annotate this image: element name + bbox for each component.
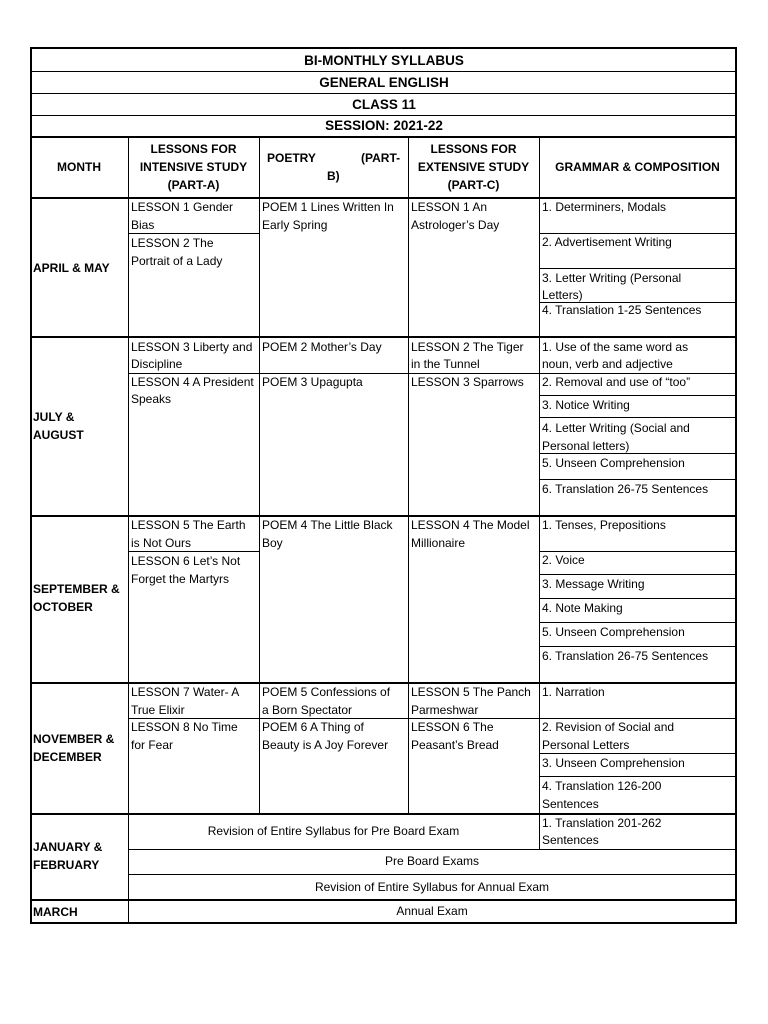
lesson-cell: LESSON 4 A President [131,375,254,389]
poem-cell: Boy [262,536,283,550]
month-march: MARCH [33,905,78,919]
row-line [128,849,737,850]
month-july-august: JULY & [33,410,75,424]
preboard-exams: Pre Board Exams [384,854,480,868]
grammar-item: 5. Unseen Comprehension [542,456,685,470]
month-november-december: NOVEMBER & [33,732,115,746]
month-july-august: AUGUST [33,428,84,442]
grammar-item: Sentences [542,833,599,847]
row-line [30,71,737,72]
col-header-intensive: LESSONS FOR [150,142,237,156]
extensive-cell: LESSON 4 The Model [411,518,530,532]
lesson-cell: LESSON 1 Gender [131,200,234,214]
grammar-item: 1. Tenses, Prepositions [542,518,666,532]
lesson-cell: Bias [131,218,155,232]
lesson-cell: LESSON 3 Liberty and [131,340,253,354]
row-line [128,874,737,875]
grammar-item: 2. Advertisement Writing [542,235,672,249]
lesson-cell: True Elixir [131,703,185,717]
grammar-item: 3. Message Writing [542,577,645,591]
lesson-cell: LESSON 5 The Earth [131,518,246,532]
lesson-cell: is Not Ours [131,536,192,550]
grammar-item: 4. Note Making [542,601,623,615]
grammar-item: 1. Determiners, Modals [542,200,667,214]
col-header-intensive: (PART-A) [167,178,220,192]
col-header-grammar: GRAMMAR & COMPOSITION [555,160,720,174]
lesson-cell: for Fear [131,738,174,752]
poem-cell: Early Spring [262,218,328,232]
extensive-cell: LESSON 3 Sparrows [411,375,524,389]
col-header-intensive: INTENSIVE STUDY [139,160,248,174]
month-september-october: OCTOBER [33,600,93,614]
grammar-item: 4. Letter Writing (Social and [542,421,690,435]
poem-cell: POEM 4 The Little Black [262,518,393,532]
extensive-cell: Astrologer’s Day [411,218,500,232]
lesson-cell: Discipline [131,357,183,371]
col-header-poetry: (PART- [361,151,401,165]
extensive-cell: in the Tunnel [411,357,480,371]
poem-cell: POEM 6 A Thing of [262,720,364,734]
revision-preboard: Revision of Entire Syllabus for Pre Board Exam [207,824,460,838]
grammar-item: Personal Letters [542,738,630,752]
col-line [408,136,409,813]
revision-annual: Revision of Entire Syllabus for Annual Exam [314,880,550,894]
month-september-october: SEPTEMBER & [33,582,120,596]
poem-cell: POEM 3 Upagupta [262,375,363,389]
extensive-cell: LESSON 5 The Panch [411,685,531,699]
grammar-item: 2. Revision of Social and [542,720,675,734]
grammar-item: Sentences [542,797,599,811]
grammar-item: Personal letters) [542,439,630,453]
grammar-item: Letters) [542,288,583,302]
col-header-poetry: POETRY [267,151,316,165]
class-title: CLASS 11 [352,97,416,112]
grammar-item: 6. Translation 26-75 Sentences [542,482,709,496]
col-line [259,136,260,813]
poem-cell: a Born Spectator [262,703,353,717]
grammar-item: 2. Voice [542,553,585,567]
grammar-item: 2. Removal and use of “too” [542,375,691,389]
col-line [128,136,129,922]
extensive-cell: Parmeshwar [411,703,479,717]
table-border-right [735,47,737,924]
grammar-item: 4. Translation 126-200 [542,779,662,793]
subject-title: GENERAL ENGLISH [319,75,449,90]
extensive-cell: LESSON 6 The [411,720,494,734]
grammar-item: 6. Translation 26-75 Sentences [542,649,709,663]
extensive-cell: LESSON 2 The Tiger [411,340,524,354]
page-title: BI-MONTHLY SYLLABUS [304,53,464,68]
month-january-february: FEBRUARY [33,858,100,872]
col-header-poetry: B) [327,169,340,183]
annual-exam: Annual Exam [396,904,468,918]
row-line [30,899,737,901]
table-border-bottom [30,922,737,924]
session-title: SESSION: 2021-22 [325,118,443,133]
poem-cell: Beauty is A Joy Forever [262,738,389,752]
lesson-cell: LESSON 7 Water- A [131,685,240,699]
col-header-extensive: (PART-C) [447,178,500,192]
grammar-item: noun, verb and adjective [542,357,673,371]
extensive-cell: LESSON 1 An [411,200,488,214]
lesson-cell: LESSON 2 The [131,236,214,250]
grammar-item: 1. Use of the same word as [542,340,689,354]
month-january-february: JANUARY & [33,840,103,854]
col-line [539,136,540,849]
grammar-item: 3. Notice Writing [542,398,630,412]
grammar-item: 3. Unseen Comprehension [542,756,685,770]
table-border-top [30,47,737,49]
poem-cell: POEM 1 Lines Written In [262,200,394,214]
extensive-cell: Millionaire [411,536,466,550]
month-november-december: DECEMBER [33,750,102,764]
poem-cell: POEM 5 Confessions of [262,685,391,699]
col-header-extensive: EXTENSIVE STUDY [417,160,530,174]
month-april-may: APRIL & MAY [33,261,110,275]
row-line [30,136,737,138]
grammar-item: 1. Translation 201-262 [542,816,662,830]
lesson-cell: LESSON 6 Let’s Not [131,554,241,568]
lesson-cell: Portrait of a Lady [131,254,223,268]
cell-line [539,417,737,418]
lesson-cell: Speaks [131,392,172,406]
grammar-item: 5. Unseen Comprehension [542,625,685,639]
poem-cell: POEM 2 Mother’s Day [262,340,382,354]
col-header-extensive: LESSONS FOR [430,142,517,156]
extensive-cell: Peasant’s Bread [411,738,499,752]
grammar-item: 3. Letter Writing (Personal [542,271,682,285]
lesson-cell: LESSON 8 No Time [131,720,238,734]
lesson-cell: Forget the Martyrs [131,572,230,586]
col-header-month: MONTH [57,160,101,174]
row-line [30,93,737,94]
table-border-left [30,47,32,924]
grammar-item: 4. Translation 1-25 Sentences [542,303,702,317]
grammar-item: 1. Narration [542,685,605,699]
